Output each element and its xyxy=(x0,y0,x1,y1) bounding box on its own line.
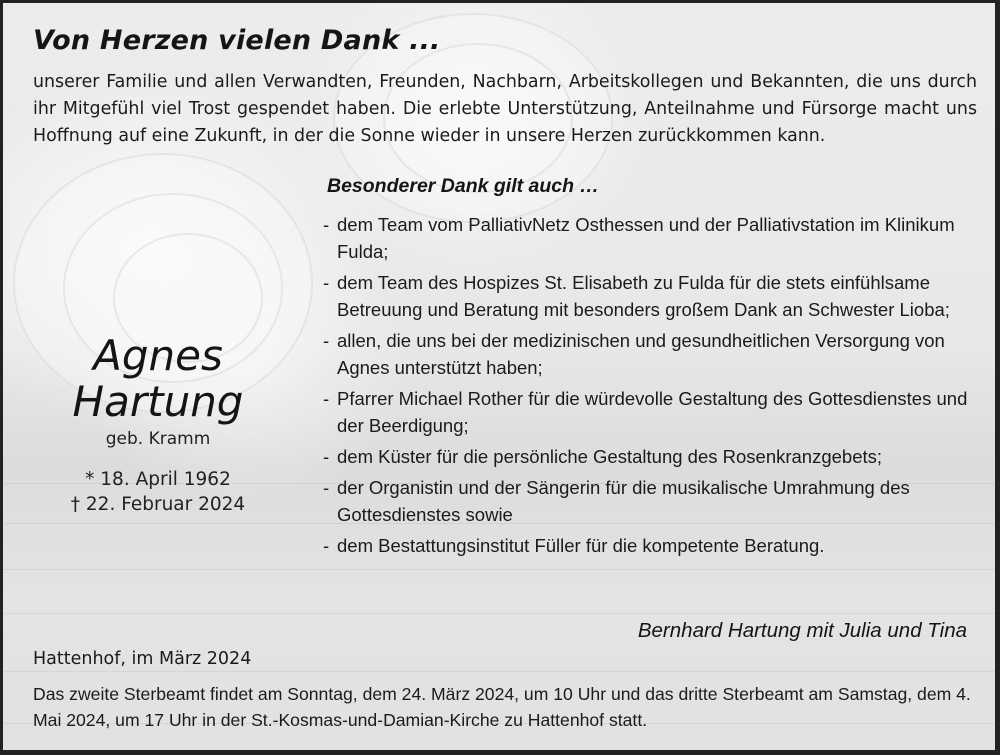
list-item-text: dem Team vom PalliativNetz Osthessen und der Palliativstation im Klinikum Fulda; xyxy=(337,214,955,262)
death-date: † 22. Februar 2024 xyxy=(70,494,246,515)
intro-paragraph: unserer Familie und allen Verwandten, Freunden, Nachbarn, Arbeitskollegen und Bekannten, die uns durch ihr Mitgefühl viel Trost gespendet haben. Die erlebte Unterstützung, Anteilnahme und Fürsorge macht uns Hoffnung auf eine Zukunft, in der die Sonne wieder in unsere Herzen zurückkommen kann. xyxy=(33,72,977,146)
list-dash: - xyxy=(323,214,330,235)
deceased-info xyxy=(23,333,293,515)
deceased-first-name: Agnes xyxy=(93,331,223,380)
list-item xyxy=(323,385,983,439)
notice-title: Von Herzen vielen Dank ... xyxy=(33,25,441,56)
deceased-last-name: Hartung xyxy=(72,377,244,426)
list-dash: - xyxy=(323,272,330,293)
list-item xyxy=(323,474,983,528)
list-item xyxy=(323,211,983,265)
list-item-text: der Organistin und der Sängerin für die musikalische Umrahmung des Gottesdienstes sowie xyxy=(337,477,910,525)
maiden-name: geb. Kramm xyxy=(105,429,211,449)
list-item-text: dem Küster für die persönliche Gestaltung des Rosenkranzgebets; xyxy=(337,446,883,467)
birth-date: * 18. April 1962 xyxy=(85,469,231,490)
list-item xyxy=(323,532,983,559)
special-thanks-list xyxy=(323,211,983,563)
list-dash: - xyxy=(323,388,330,409)
list-item-text: dem Bestattungsinstitut Füller für die kompetente Beratung. xyxy=(337,535,825,556)
list-dash: - xyxy=(323,330,330,351)
list-item-text: dem Team des Hospizes St. Elisabeth zu Fulda für die stets einfühlsame Betreuung und Beratung mit besonders großem Dank an Schwester Lioba; xyxy=(337,272,950,320)
list-item-text: allen, die uns bei der medizinischen und gesundheitlichen Versorgung von Agnes unterstützt haben; xyxy=(337,330,945,378)
special-thanks-heading: Besonderer Dank gilt auch … xyxy=(327,175,599,197)
list-item xyxy=(323,327,983,381)
list-item xyxy=(323,443,983,470)
list-dash: - xyxy=(323,446,330,467)
list-dash: - xyxy=(323,535,330,556)
list-item xyxy=(323,269,983,323)
list-dash: - xyxy=(323,477,330,498)
place-and-date: Hattenhof, im März 2024 xyxy=(33,649,252,669)
family-signature: Bernhard Hartung mit Julia und Tina xyxy=(637,619,967,642)
list-item-text: Pfarrer Michael Rother für die würdevolle Gestaltung des Gottesdienstes und der Beerdigung; xyxy=(337,388,968,436)
memorial-service-info: Das zweite Sterbeamt findet am Sonntag, dem 24. März 2024, um 10 Uhr und das dritte Sterbeamt am Samstag, dem 4. Mai 2024, um 17 Uhr in der St.-Kosmas-und-Damian-Kirche zu Hattenhof statt. xyxy=(33,684,971,730)
